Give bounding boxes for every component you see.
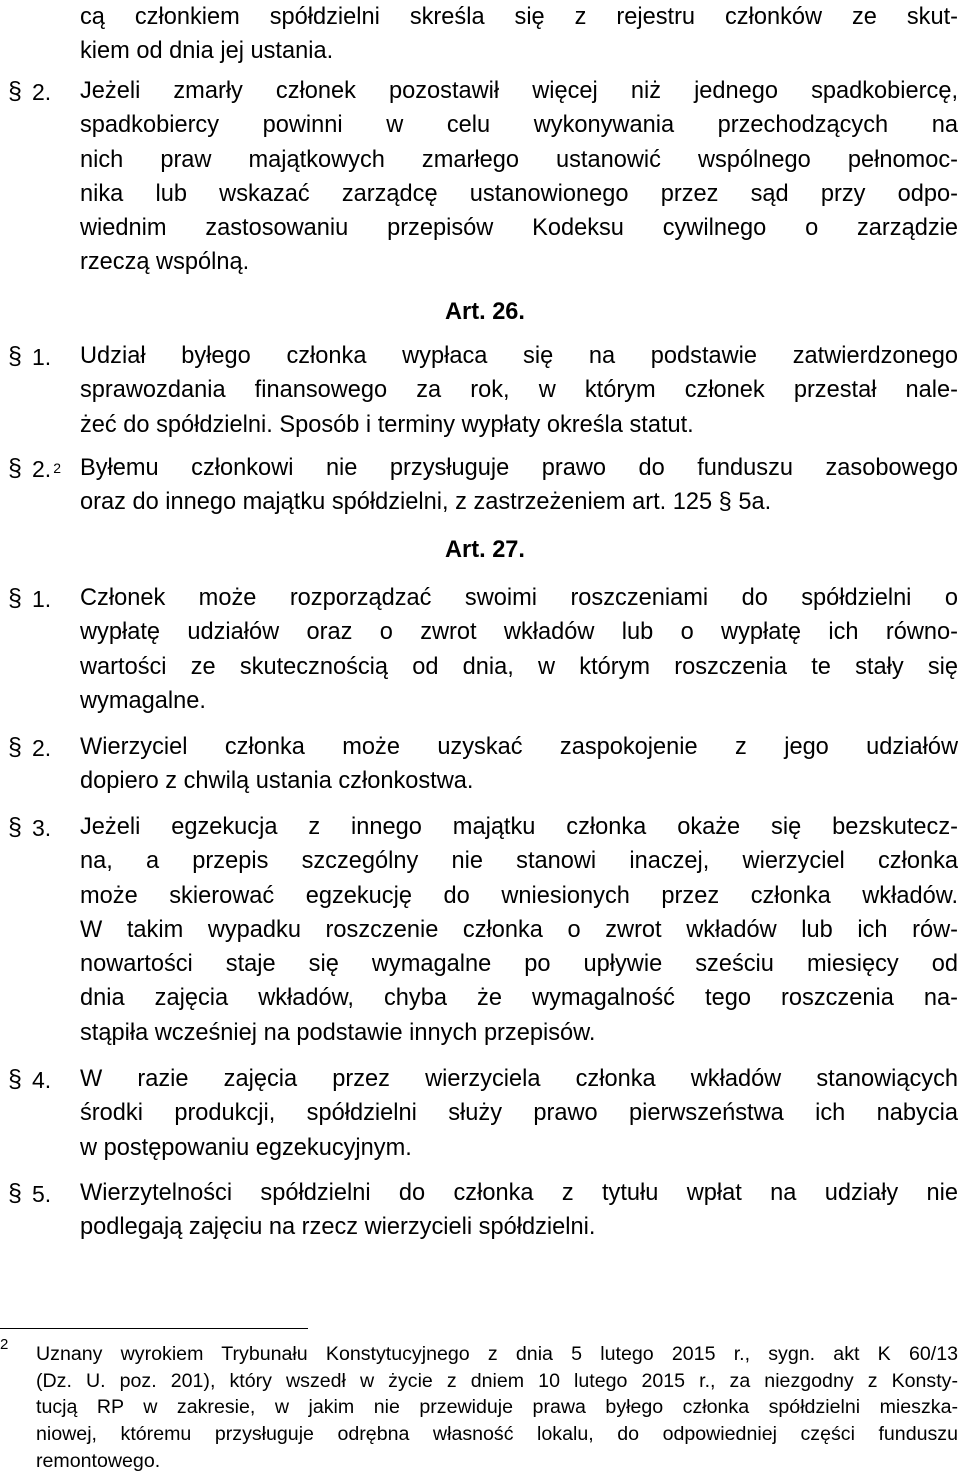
paragraph-number xyxy=(32,454,61,487)
footnote-line: tucją RP w zakresie, w jakim nie przewiduje prawa byłego członka spółdzielni mieszka- xyxy=(36,1396,958,1419)
paragraph-number: 1. xyxy=(32,586,52,612)
footnote-separator xyxy=(0,1328,308,1329)
paragraph-text xyxy=(80,1176,958,1245)
text-line: podlegają zajęciu na rzecz wierzycieli spółdzielni. xyxy=(80,1214,596,1241)
text-line: kiem od dnia jej ustania. xyxy=(80,38,334,65)
paragraph-text xyxy=(80,0,958,69)
section-symbol: § xyxy=(8,342,22,370)
text-line: dopiero z chwilą ustania członkostwa. xyxy=(80,768,474,795)
text-line: może skierować egzekucję do wniesionych przez członka wkładów. xyxy=(80,882,958,909)
footnote-line: Uznany wyrokiem Trybunału Konstytucyjnego z dnia 5 lutego 2015 r., sygn. akt K 60/13 xyxy=(36,1343,958,1365)
section-symbol: § xyxy=(8,1179,22,1207)
text-line: Jeżeli egzekucja z innego majątku członka okaże się bezskutecz- xyxy=(80,814,958,840)
paragraph-number-value: 2. xyxy=(32,456,52,482)
paragraph-number: 4. xyxy=(32,1067,52,1093)
paragraph-text xyxy=(80,730,958,799)
section-symbol: § xyxy=(8,454,22,482)
footnote-marker: 2 xyxy=(0,1336,9,1353)
article-heading-26: Art. 26. xyxy=(445,299,525,325)
text-line: rzeczą wspólną. xyxy=(80,249,250,276)
text-line: w postępowaniu egzekucyjnym. xyxy=(80,1134,412,1161)
paragraph-number: 3. xyxy=(32,815,52,841)
text-line: nich praw majątkowych zmarłego ustanowić wspólnego pełnomoc- xyxy=(80,146,958,173)
paragraph-text xyxy=(80,74,958,280)
section-symbol: § xyxy=(8,733,22,761)
paragraph-text xyxy=(80,1062,958,1165)
paragraph-number: 1. xyxy=(32,344,52,370)
text-line: W takim wypadku roszczenie członka o zwrot wkładów lub ich rów- xyxy=(80,916,958,943)
text-line: W razie zajęcia przez wierzyciela członka wkładów stanowiących xyxy=(80,1066,958,1092)
text-line: wartości ze skutecznością od dnia, w którym roszczenia te stały się xyxy=(80,653,958,680)
paragraph-text xyxy=(80,581,958,718)
text-line: Członek może rozporządzać swoimi roszczeniami do spółdzielni o xyxy=(80,585,958,611)
text-line: wypłatę udziałów oraz o zwrot wkładów lub o wypłatę ich równo- xyxy=(80,619,958,646)
text-line: oraz do innego majątku spółdzielni, z zastrzeżeniem art. 125 § 5a. xyxy=(80,489,772,516)
article-heading-27: Art. 27. xyxy=(445,537,525,563)
text-line: wiednim zastosowaniu przepisów Kodeksu cywilnego o zarządzie xyxy=(80,215,958,242)
footnote-reference[interactable]: 2 xyxy=(53,460,61,476)
text-line: dnia zajęcia wkładów, chyba że wymagalność tego roszczenia na- xyxy=(80,985,958,1012)
text-line: nika lub wskazać zarządcę ustanowionego przez sąd przy odpo- xyxy=(80,180,958,207)
text-line: stąpiła wcześniej na podstawie innych przepisów. xyxy=(80,1019,596,1046)
section-symbol: § xyxy=(8,584,22,612)
text-line: środki produkcji, spółdzielni służy prawo pierwszeństwa ich nabycia xyxy=(80,1100,958,1127)
text-line: wymagalne. xyxy=(80,687,206,714)
section-symbol: § xyxy=(8,1065,22,1093)
text-line: Wierzyciel członka może uzyskać zaspokojenie z jego udziałów xyxy=(80,734,958,760)
footnote-line: niowej, któremu przysługuje odrębna własność lokalu, do odpowiedniej części funduszu xyxy=(36,1423,958,1446)
text-line: Byłemu członkowi nie przysługuje prawo do funduszu zasobowego xyxy=(80,455,958,481)
paragraph-text xyxy=(80,339,958,442)
text-line: żeć do spółdzielni. Sposób i terminy wypłaty określa statut. xyxy=(80,411,694,438)
paragraph-number: 2. xyxy=(32,79,52,105)
text-line: spadkobiercy powinni w celu wykonywania przechodzących na xyxy=(80,112,958,139)
text-line: Wierzytelności spółdzielni do członka z tytułu wpłat na udziały nie xyxy=(80,1180,958,1206)
text-line: sprawozdania finansowego za rok, w którym członek przestał nale- xyxy=(80,377,958,404)
section-symbol: § xyxy=(8,77,22,105)
footnote-text xyxy=(36,1341,958,1475)
footnote-line: (Dz. U. poz. 201), który wszedł w życie z dniem 10 lutego 2015 r., za niezgodny z Konsty- xyxy=(36,1369,958,1392)
text-line: cą członkiem spółdzielni skreśla się z rejestru członków ze skut- xyxy=(80,4,958,30)
text-line: Jeżeli zmarły członek pozostawił więcej niż jednego spadkobiercę, xyxy=(80,78,958,104)
paragraph-number: 5. xyxy=(32,1181,52,1207)
paragraph-text xyxy=(80,810,958,1050)
footnote-line: remontowego. xyxy=(36,1449,161,1472)
text-line: Udział byłego członka wypłaca się na podstawie zatwierdzonego xyxy=(80,343,958,369)
paragraph-text xyxy=(80,451,958,520)
text-line: nowartości staje się wymagalne po upływie sześciu miesięcy od xyxy=(80,951,958,978)
section-symbol: § xyxy=(8,813,22,841)
paragraph-number: 2. xyxy=(32,735,52,761)
text-line: na, a przepis szczególny nie stanowi inaczej, wierzyciel członka xyxy=(80,848,958,875)
